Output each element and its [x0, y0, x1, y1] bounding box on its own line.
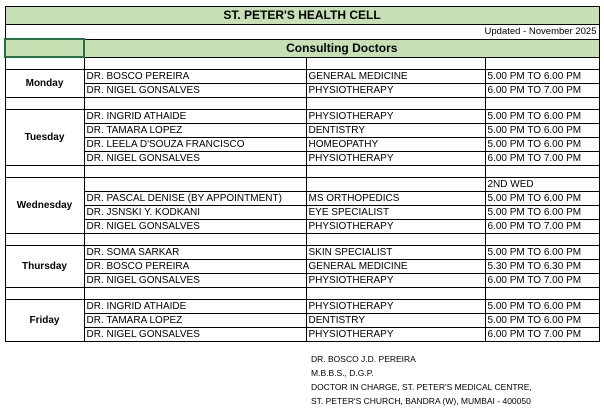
- specialty-cell[interactable]: [306, 178, 485, 192]
- doctor-cell[interactable]: DR. BOSCO PEREIRA: [84, 260, 306, 274]
- empty-cell[interactable]: [485, 57, 599, 70]
- empty-cell[interactable]: [306, 98, 485, 110]
- specialty-cell[interactable]: EYE SPECIALIST: [306, 206, 485, 220]
- schedule-table-body: [5, 7, 599, 342]
- time-cell[interactable]: 5.00 PM TO 6.00 PM: [485, 110, 599, 124]
- specialty-cell[interactable]: PHYSIOTHERAPY: [306, 110, 485, 124]
- time-cell[interactable]: 5.00 PM TO 6.00 PM: [485, 314, 599, 328]
- updated-row: [5, 25, 599, 40]
- time-cell[interactable]: 6.00 PM TO 7.00 PM: [485, 152, 599, 166]
- empty-cell[interactable]: [485, 98, 599, 110]
- doctor-cell[interactable]: [84, 178, 306, 192]
- schedule-row: [5, 192, 599, 206]
- empty-cell[interactable]: [5, 234, 84, 246]
- schedule-row: [5, 246, 599, 260]
- time-cell[interactable]: 5.00 PM TO 6.00 PM: [485, 192, 599, 206]
- empty-cell[interactable]: [485, 166, 599, 178]
- schedule-row: [5, 220, 599, 234]
- title-row: [5, 7, 599, 25]
- doctor-cell[interactable]: DR. NIGEL GONSALVES: [84, 152, 306, 166]
- schedule-row: [5, 110, 599, 124]
- doctor-cell[interactable]: DR. NIGEL GONSALVES: [84, 274, 306, 288]
- specialty-cell[interactable]: DENTISTRY: [306, 314, 485, 328]
- schedule-row: [5, 178, 599, 192]
- doctor-cell[interactable]: DR. TAMARA LOPEZ: [84, 124, 306, 138]
- signature-name: DR. BOSCO J.D. PEREIRA: [311, 354, 416, 364]
- time-cell[interactable]: 5.00 PM TO 6.00 PM: [485, 246, 599, 260]
- time-cell[interactable]: 6.00 PM TO 7.00 PM: [485, 220, 599, 234]
- schedule-row: [5, 274, 599, 288]
- empty-cell[interactable]: [306, 166, 485, 178]
- schedule-row: [5, 300, 599, 314]
- empty-cell[interactable]: [306, 57, 485, 70]
- doctor-cell[interactable]: DR. NIGEL GONSALVES: [84, 220, 306, 234]
- schedule-row: [5, 152, 599, 166]
- section-title[interactable]: Consulting Doctors: [84, 39, 599, 57]
- specialty-cell[interactable]: PHYSIOTHERAPY: [306, 274, 485, 288]
- spacer-row: [5, 57, 599, 70]
- doctor-cell[interactable]: DR. INGRID ATHAIDE: [84, 110, 306, 124]
- day-label[interactable]: Wednesday: [5, 178, 84, 234]
- time-cell[interactable]: 6.00 PM TO 7.00 PM: [485, 84, 599, 98]
- specialty-cell[interactable]: PHYSIOTHERAPY: [306, 152, 485, 166]
- doctor-cell[interactable]: DR. NIGEL GONSALVES: [84, 328, 306, 342]
- empty-cell[interactable]: [84, 234, 306, 246]
- updated-note[interactable]: Updated - November 2025: [5, 25, 599, 40]
- doctor-cell[interactable]: DR. INGRID ATHAIDE: [84, 300, 306, 314]
- empty-cell[interactable]: [84, 166, 306, 178]
- specialty-cell[interactable]: PHYSIOTHERAPY: [306, 300, 485, 314]
- doctor-cell[interactable]: DR. SOMA SARKAR: [84, 246, 306, 260]
- time-cell[interactable]: 6.00 PM TO 7.00 PM: [485, 328, 599, 342]
- empty-cell[interactable]: [306, 234, 485, 246]
- empty-cell[interactable]: [485, 234, 599, 246]
- empty-cell[interactable]: [485, 288, 599, 300]
- signature-qualification: M.B.B.S., D.G.P.: [311, 368, 374, 378]
- section-header-row: [5, 39, 599, 57]
- signature-block: [311, 352, 532, 408]
- schedule-row: [5, 84, 599, 98]
- specialty-cell[interactable]: MS ORTHOPEDICS: [306, 192, 485, 206]
- spacer-row: [5, 98, 599, 110]
- schedule-row: [5, 206, 599, 220]
- schedule-row: [5, 260, 599, 274]
- selected-cell[interactable]: [5, 39, 84, 57]
- day-label[interactable]: Thursday: [5, 246, 84, 288]
- schedule-row: [5, 328, 599, 342]
- time-cell[interactable]: 5.30 PM TO 6.30 PM: [485, 260, 599, 274]
- day-label[interactable]: Friday: [5, 300, 84, 342]
- time-cell[interactable]: 2ND WED: [485, 178, 599, 192]
- doctor-cell[interactable]: DR. BOSCO PEREIRA: [84, 70, 306, 84]
- doctor-cell[interactable]: DR. PASCAL DENISE (BY APPOINTMENT): [84, 192, 306, 206]
- time-cell[interactable]: 5.00 PM TO 6.00 PM: [485, 70, 599, 84]
- empty-cell[interactable]: [5, 288, 84, 300]
- specialty-cell[interactable]: GENERAL MEDICINE: [306, 260, 485, 274]
- empty-cell[interactable]: [84, 57, 306, 70]
- specialty-cell[interactable]: PHYSIOTHERAPY: [306, 84, 485, 98]
- specialty-cell[interactable]: GENERAL MEDICINE: [306, 70, 485, 84]
- doctor-cell[interactable]: DR. LEELA D'SOUZA FRANCISCO: [84, 138, 306, 152]
- empty-cell[interactable]: [5, 57, 84, 70]
- day-label[interactable]: Monday: [5, 70, 84, 98]
- time-cell[interactable]: 5.00 PM TO 6.00 PM: [485, 300, 599, 314]
- doctor-cell[interactable]: DR. JSNSKI Y. KODKANI: [84, 206, 306, 220]
- time-cell[interactable]: 5.00 PM TO 6.00 PM: [485, 206, 599, 220]
- doctor-cell[interactable]: DR. NIGEL GONSALVES: [84, 84, 306, 98]
- specialty-cell[interactable]: DENTISTRY: [306, 124, 485, 138]
- signature-designation: DOCTOR IN CHARGE, ST. PETER'S MEDICAL CENTRE,: [311, 382, 532, 392]
- signature-address: ST. PETER'S CHURCH, BANDRA (W), MUMBAI - 400050: [311, 396, 531, 406]
- spacer-row: [5, 166, 599, 178]
- specialty-cell[interactable]: PHYSIOTHERAPY: [306, 328, 485, 342]
- specialty-cell[interactable]: HOMEOPATHY: [306, 138, 485, 152]
- spacer-row: [5, 234, 599, 246]
- day-label[interactable]: Tuesday: [5, 110, 84, 166]
- schedule-table: [4, 6, 600, 342]
- empty-cell[interactable]: [84, 98, 306, 110]
- doctor-cell[interactable]: DR. TAMARA LOPEZ: [84, 314, 306, 328]
- schedule-row: [5, 124, 599, 138]
- specialty-cell[interactable]: SKIN SPECIALIST: [306, 246, 485, 260]
- time-cell[interactable]: 5.00 PM TO 6.00 PM: [485, 138, 599, 152]
- empty-cell[interactable]: [5, 98, 84, 110]
- sheet-title[interactable]: ST. PETER'S HEALTH CELL: [5, 7, 599, 25]
- schedule-row: [5, 70, 599, 84]
- time-cell[interactable]: 5.00 PM TO 6.00 PM: [485, 124, 599, 138]
- time-cell[interactable]: 6.00 PM TO 7.00 PM: [485, 274, 599, 288]
- empty-cell[interactable]: [5, 166, 84, 178]
- empty-cell[interactable]: [306, 288, 485, 300]
- spacer-row: [5, 288, 599, 300]
- specialty-cell[interactable]: PHYSIOTHERAPY: [306, 220, 485, 234]
- empty-cell[interactable]: [84, 288, 306, 300]
- schedule-row: [5, 314, 599, 328]
- schedule-row: [5, 138, 599, 152]
